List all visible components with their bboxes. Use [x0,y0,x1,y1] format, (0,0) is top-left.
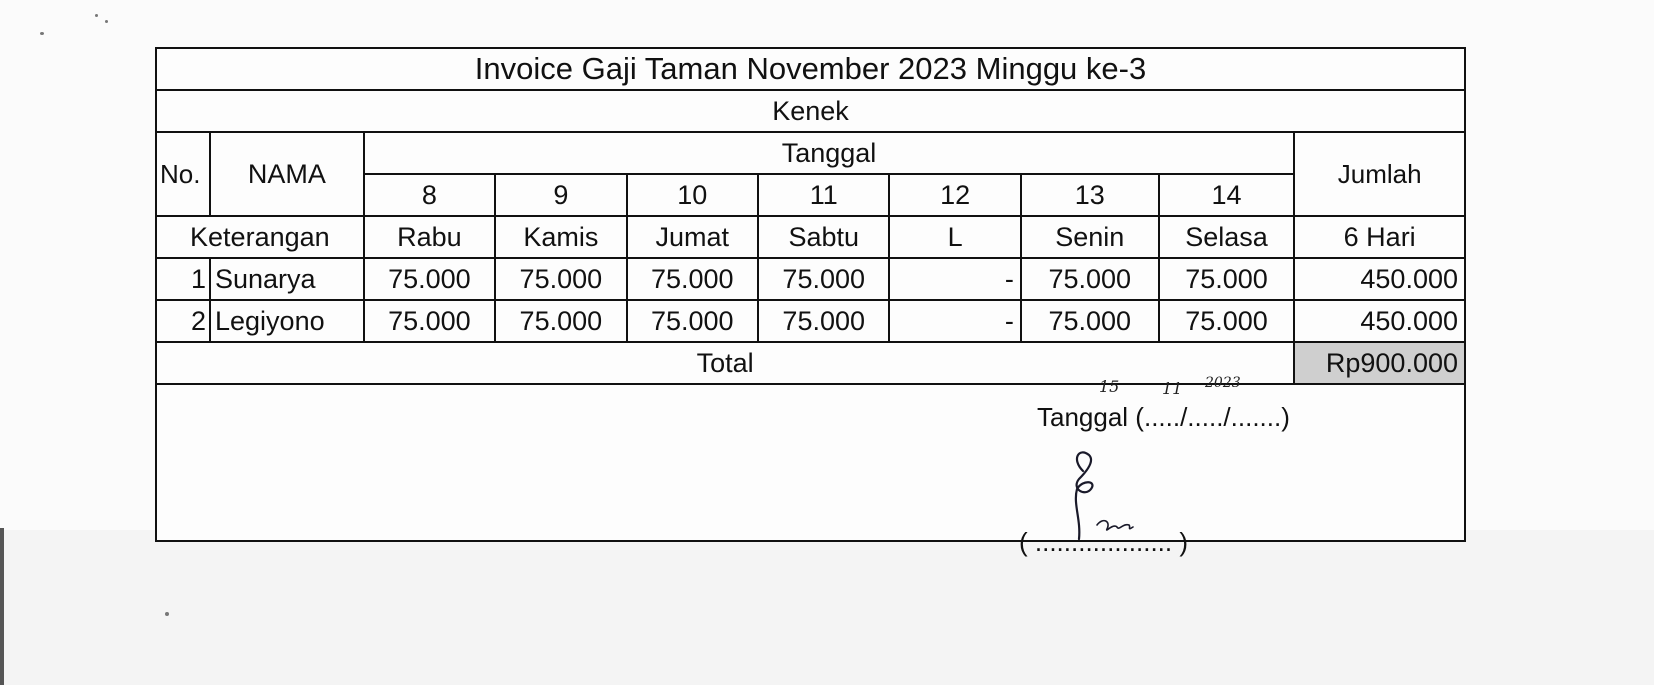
title-row [157,49,1464,90]
signature-date-line [1037,402,1290,433]
date-cell: 13 [1021,174,1159,216]
row-value: 75.000 [495,258,626,300]
date-cell: 12 [889,174,1020,216]
header-row-1 [157,132,1464,174]
scan-background [0,530,1654,685]
scan-speck [95,14,98,17]
row-value: 75.000 [364,300,495,342]
header-keterangan: Keterangan [157,216,364,258]
day-cell: Rabu [364,216,495,258]
invoice-table [157,49,1464,385]
header-jumlah-hari: 6 Hari [1294,216,1464,258]
scan-speck [165,612,169,616]
handwritten-day: 15 [1099,377,1120,396]
total-value: Rp900.000 [1294,342,1464,384]
date-cell: 8 [364,174,495,216]
date-cell: 9 [495,174,626,216]
header-nama: NAMA [210,132,364,216]
row-nama: Legiyono [210,300,364,342]
scan-speck [105,20,108,23]
invoice-title: Invoice Gaji Taman November 2023 Minggu ke-3 [157,49,1464,90]
day-cell: L [889,216,1020,258]
day-cell: Senin [1021,216,1159,258]
signature-date-label: Tanggal ( [1037,402,1144,432]
row-value: - [889,258,1020,300]
scan-edge [0,528,4,685]
signature-date-dots: ...../...../....... [1143,402,1282,432]
total-row [157,342,1464,384]
header-no: No. [157,132,210,216]
row-no: 1 [157,258,210,300]
row-value: 75.000 [627,258,758,300]
date-cell: 14 [1159,174,1295,216]
row-nama: Sunarya [210,258,364,300]
row-value: 75.000 [495,300,626,342]
day-cell: Kamis [495,216,626,258]
day-row [157,216,1464,258]
handwritten-year: 2023 [1205,375,1241,391]
signature-date-close: ) [1281,402,1290,432]
row-no: 2 [157,300,210,342]
row-value: 75.000 [1159,258,1295,300]
row-value: 75.000 [364,258,495,300]
table-row [157,300,1464,342]
row-value: 75.000 [627,300,758,342]
total-label: Total [157,342,1294,384]
handwritten-month: 11 [1162,379,1183,398]
row-value: 75.000 [758,300,889,342]
day-cell: Jumat [627,216,758,258]
row-value: 75.000 [758,258,889,300]
day-cell: Selasa [1159,216,1295,258]
row-value: 75.000 [1021,258,1159,300]
scan-speck [40,32,44,35]
header-jumlah: Jumlah [1294,132,1464,216]
invoice-subtitle: Kenek [157,90,1464,132]
row-value: - [889,300,1020,342]
row-value: 75.000 [1021,300,1159,342]
row-jumlah: 450.000 [1294,300,1464,342]
header-tanggal: Tanggal [364,132,1295,174]
row-value: 75.000 [1159,300,1295,342]
subtitle-row [157,90,1464,132]
invoice-document [155,47,1466,557]
row-jumlah: 450.000 [1294,258,1464,300]
day-cell: Sabtu [758,216,889,258]
date-cell: 10 [627,174,758,216]
date-cell: 11 [758,174,889,216]
table-row [157,258,1464,300]
signature-name-line: ( ................... ) [1019,527,1189,557]
